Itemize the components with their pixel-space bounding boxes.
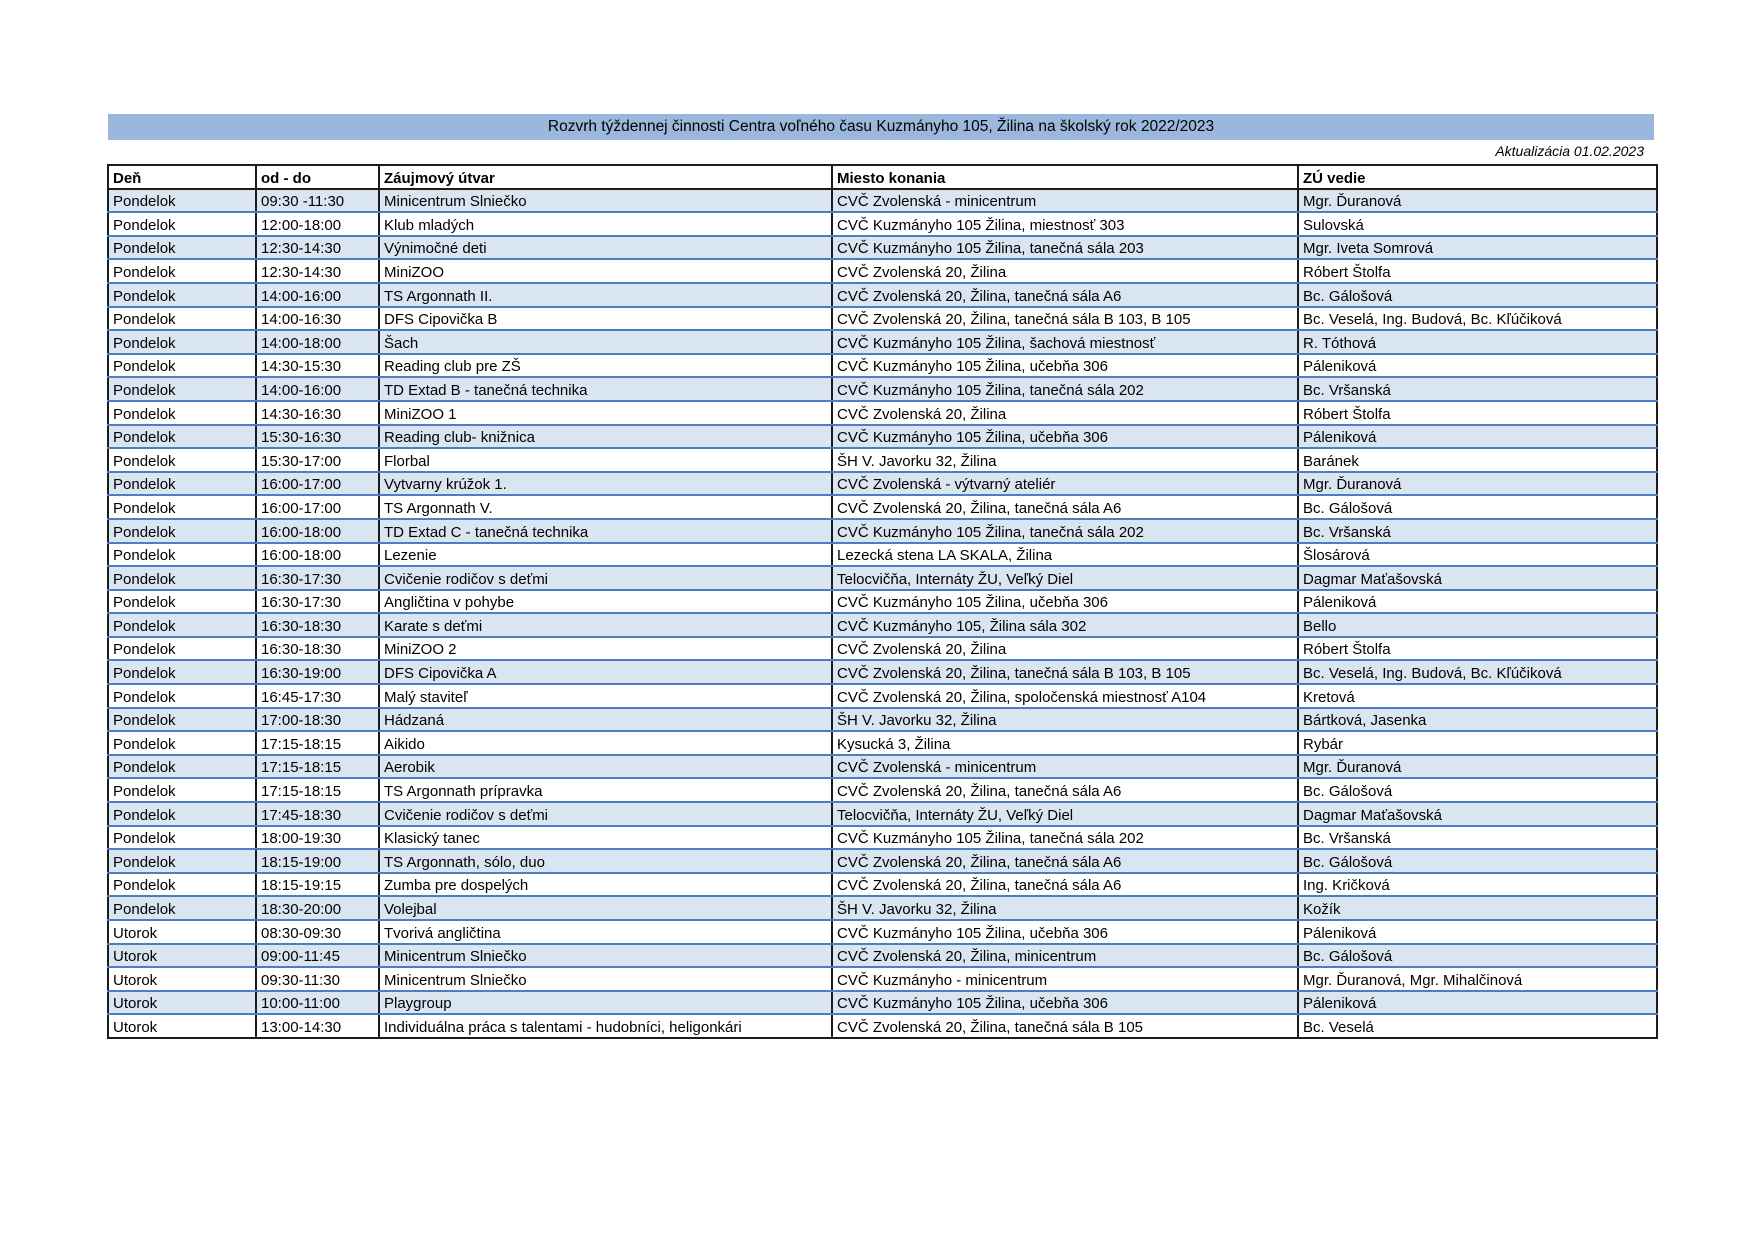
table-row — [108, 731, 1657, 755]
time-cell: 13:00-14:30 — [256, 1014, 379, 1038]
location-cell: CVČ Kuzmányho 105 Žilina, učebňa 306 — [832, 354, 1298, 378]
table-row — [108, 802, 1657, 826]
leader-cell: Bc. Gálošová — [1298, 283, 1657, 307]
day-cell: Pondelok — [108, 330, 256, 354]
table-row — [108, 236, 1657, 260]
day-cell: Pondelok — [108, 377, 256, 401]
day-cell: Pondelok — [108, 802, 256, 826]
time-cell: 08:30-09:30 — [256, 920, 379, 944]
time-cell: 18:00-19:30 — [256, 826, 379, 850]
day-cell: Pondelok — [108, 307, 256, 331]
day-cell: Pondelok — [108, 755, 256, 779]
activity-cell: Zumba pre dospelých — [379, 873, 832, 897]
table-row — [108, 212, 1657, 236]
table-row — [108, 283, 1657, 307]
day-cell: Utorok — [108, 967, 256, 991]
activity-cell: Reading club- knižnica — [379, 425, 832, 449]
leader-cell: Bc. Gálošová — [1298, 778, 1657, 802]
day-cell: Pondelok — [108, 896, 256, 920]
table-row — [108, 472, 1657, 496]
leader-cell: Bello — [1298, 613, 1657, 637]
time-cell: 16:00-17:00 — [256, 495, 379, 519]
table-row — [108, 1014, 1657, 1038]
time-cell: 16:30-17:30 — [256, 590, 379, 614]
activity-cell: DFS Cipovička A — [379, 660, 832, 684]
leader-cell: Kretová — [1298, 684, 1657, 708]
day-cell: Pondelok — [108, 849, 256, 873]
table-row — [108, 967, 1657, 991]
table-row — [108, 307, 1657, 331]
time-cell: 12:30-14:30 — [256, 259, 379, 283]
day-cell: Pondelok — [108, 401, 256, 425]
leader-cell: Bc. Veselá, Ing. Budová, Bc. Kľúčiková — [1298, 307, 1657, 331]
table-row — [108, 519, 1657, 543]
location-cell: CVČ Zvolenská 20, Žilina, tanečná sála B 103, B 105 — [832, 660, 1298, 684]
activity-cell: Tvorivá angličtina — [379, 920, 832, 944]
time-cell: 15:30-17:00 — [256, 448, 379, 472]
table-row — [108, 778, 1657, 802]
time-cell: 09:30 -11:30 — [256, 189, 379, 213]
activity-cell: Cvičenie rodičov s deťmi — [379, 566, 832, 590]
activity-cell: Minicentrum Slniečko — [379, 967, 832, 991]
time-cell: 14:00-16:30 — [256, 307, 379, 331]
activity-cell: Lezenie — [379, 543, 832, 567]
table-row — [108, 896, 1657, 920]
time-cell: 18:30-20:00 — [256, 896, 379, 920]
location-cell: ŠH V. Javorku 32, Žilina — [832, 896, 1298, 920]
table-row — [108, 660, 1657, 684]
table-row — [108, 189, 1657, 213]
location-cell: CVČ Zvolenská - minicentrum — [832, 189, 1298, 213]
table-row — [108, 708, 1657, 732]
day-cell: Pondelok — [108, 778, 256, 802]
day-cell: Pondelok — [108, 448, 256, 472]
activity-cell: Aikido — [379, 731, 832, 755]
time-cell: 16:45-17:30 — [256, 684, 379, 708]
location-cell: CVČ Kuzmányho 105 Žilina, miestnosť 303 — [832, 212, 1298, 236]
day-cell: Pondelok — [108, 873, 256, 897]
location-cell: CVČ Kuzmányho 105 Žilina, učebňa 306 — [832, 991, 1298, 1015]
time-cell: 16:30-19:00 — [256, 660, 379, 684]
table-row — [108, 495, 1657, 519]
leader-cell: Páleniková — [1298, 425, 1657, 449]
column-header-time: od - do — [256, 165, 379, 189]
table-row — [108, 637, 1657, 661]
activity-cell: MiniZOO 2 — [379, 637, 832, 661]
location-cell: CVČ Kuzmányho 105 Žilina, tanečná sála 203 — [832, 236, 1298, 260]
table-row — [108, 826, 1657, 850]
activity-cell: TS Argonnath V. — [379, 495, 832, 519]
table-row — [108, 755, 1657, 779]
activity-cell: TD Extad C - tanečná technika — [379, 519, 832, 543]
time-cell: 12:00-18:00 — [256, 212, 379, 236]
table-row — [108, 944, 1657, 968]
time-cell: 12:30-14:30 — [256, 236, 379, 260]
activity-cell: Výnimočné deti — [379, 236, 832, 260]
table-row — [108, 401, 1657, 425]
leader-cell: Šlosárová — [1298, 543, 1657, 567]
day-cell: Utorok — [108, 1014, 256, 1038]
leader-cell: Mgr. Ďuranová — [1298, 755, 1657, 779]
table-row — [108, 849, 1657, 873]
leader-cell: Páleniková — [1298, 991, 1657, 1015]
table-row — [108, 425, 1657, 449]
leader-cell: Mgr. Iveta Somrová — [1298, 236, 1657, 260]
leader-cell: Páleniková — [1298, 590, 1657, 614]
activity-cell: MiniZOO 1 — [379, 401, 832, 425]
leader-cell: Bártková, Jasenka — [1298, 708, 1657, 732]
activity-cell: Reading club pre ZŠ — [379, 354, 832, 378]
schedule-table — [107, 164, 1658, 1039]
location-cell: CVČ Zvolenská 20, Žilina, tanečná sála A6 — [832, 849, 1298, 873]
time-cell: 17:15-18:15 — [256, 731, 379, 755]
table-row — [108, 448, 1657, 472]
activity-cell: Karate s deťmi — [379, 613, 832, 637]
activity-cell: Volejbal — [379, 896, 832, 920]
document-title: Rozvrh týždennej činnosti Centra voľného času Kuzmányho 105, Žilina na školský rok 2022/2023 — [108, 114, 1654, 140]
leader-cell: Mgr. Ďuranová, Mgr. Mihalčinová — [1298, 967, 1657, 991]
location-cell: CVČ Kuzmányho 105 Žilina, tanečná sála 202 — [832, 377, 1298, 401]
location-cell: CVČ Zvolenská 20, Žilina — [832, 259, 1298, 283]
activity-cell: MiniZOO — [379, 259, 832, 283]
time-cell: 16:30-17:30 — [256, 566, 379, 590]
activity-cell: Minicentrum Slniečko — [379, 189, 832, 213]
leader-cell: Kožík — [1298, 896, 1657, 920]
time-cell: 18:15-19:00 — [256, 849, 379, 873]
location-cell: CVČ Kuzmányho 105 Žilina, tanečná sála 202 — [832, 826, 1298, 850]
activity-cell: DFS Cipovička B — [379, 307, 832, 331]
leader-cell: Róbert Štolfa — [1298, 637, 1657, 661]
leader-cell: Bc. Vršanská — [1298, 377, 1657, 401]
table-row — [108, 543, 1657, 567]
activity-cell: Vytvarny krúžok 1. — [379, 472, 832, 496]
table-row — [108, 684, 1657, 708]
time-cell: 16:00-17:00 — [256, 472, 379, 496]
table-row — [108, 259, 1657, 283]
day-cell: Pondelok — [108, 519, 256, 543]
location-cell: CVČ Kuzmányho 105 Žilina, učebňa 306 — [832, 425, 1298, 449]
column-header-leader: ZÚ vedie — [1298, 165, 1657, 189]
schedule-body — [108, 189, 1657, 1038]
table-row — [108, 330, 1657, 354]
leader-cell: Bc. Vršanská — [1298, 519, 1657, 543]
day-cell: Pondelok — [108, 590, 256, 614]
leader-cell: Páleniková — [1298, 354, 1657, 378]
day-cell: Pondelok — [108, 566, 256, 590]
time-cell: 16:00-18:00 — [256, 543, 379, 567]
activity-cell: Hádzaná — [379, 708, 832, 732]
time-cell: 18:15-19:15 — [256, 873, 379, 897]
location-cell: Lezecká stena LA SKALA, Žilina — [832, 543, 1298, 567]
location-cell: CVČ Zvolenská - minicentrum — [832, 755, 1298, 779]
column-header-location: Miesto konania — [832, 165, 1298, 189]
leader-cell: Bc. Gálošová — [1298, 849, 1657, 873]
day-cell: Pondelok — [108, 660, 256, 684]
day-cell: Pondelok — [108, 236, 256, 260]
leader-cell: Bc. Gálošová — [1298, 944, 1657, 968]
location-cell: CVČ Zvolenská 20, Žilina — [832, 401, 1298, 425]
column-header-activity: Záujmový útvar — [379, 165, 832, 189]
location-cell: CVČ Kuzmányho 105 Žilina, šachová miestnosť — [832, 330, 1298, 354]
location-cell: CVČ Kuzmányho 105 Žilina, učebňa 306 — [832, 590, 1298, 614]
time-cell: 14:30-16:30 — [256, 401, 379, 425]
day-cell: Utorok — [108, 944, 256, 968]
leader-cell: Rybár — [1298, 731, 1657, 755]
activity-cell: Klasický tanec — [379, 826, 832, 850]
location-cell: ŠH V. Javorku 32, Žilina — [832, 448, 1298, 472]
location-cell: CVČ Zvolenská 20, Žilina, tanečná sála B 105 — [832, 1014, 1298, 1038]
leader-cell: Róbert Štolfa — [1298, 259, 1657, 283]
location-cell: CVČ Zvolenská - výtvarný ateliér — [832, 472, 1298, 496]
leader-cell: R. Tóthová — [1298, 330, 1657, 354]
location-cell: CVČ Zvolenská 20, Žilina, tanečná sála A6 — [832, 778, 1298, 802]
day-cell: Utorok — [108, 920, 256, 944]
activity-cell: Šach — [379, 330, 832, 354]
table-row — [108, 991, 1657, 1015]
leader-cell: Bc. Veselá — [1298, 1014, 1657, 1038]
time-cell: 14:00-18:00 — [256, 330, 379, 354]
table-header-row — [108, 165, 1657, 189]
day-cell: Pondelok — [108, 189, 256, 213]
table-row — [108, 613, 1657, 637]
location-cell: CVČ Zvolenská 20, Žilina, tanečná sála A6 — [832, 495, 1298, 519]
time-cell: 16:00-18:00 — [256, 519, 379, 543]
time-cell: 09:00-11:45 — [256, 944, 379, 968]
activity-cell: Angličtina v pohybe — [379, 590, 832, 614]
day-cell: Pondelok — [108, 684, 256, 708]
time-cell: 14:00-16:00 — [256, 377, 379, 401]
time-cell: 14:30-15:30 — [256, 354, 379, 378]
location-cell: CVČ Zvolenská 20, Žilina, tanečná sála A6 — [832, 283, 1298, 307]
location-cell: CVČ Kuzmányho 105 Žilina, učebňa 306 — [832, 920, 1298, 944]
leader-cell: Mgr. Ďuranová — [1298, 472, 1657, 496]
activity-cell: Individuálna práca s talentami - hudobníci, heligonkári — [379, 1014, 832, 1038]
update-date: Aktualizácia 01.02.2023 — [1495, 143, 1644, 159]
leader-cell: Bc. Gálošová — [1298, 495, 1657, 519]
day-cell: Pondelok — [108, 495, 256, 519]
location-cell: CVČ Zvolenská 20, Žilina, minicentrum — [832, 944, 1298, 968]
location-cell: Telocvičňa, Internáty ŽU, Veľký Diel — [832, 802, 1298, 826]
location-cell: CVČ Zvolenská 20, Žilina, spoločenská miestnosť A104 — [832, 684, 1298, 708]
activity-cell: TS Argonnath, sólo, duo — [379, 849, 832, 873]
time-cell: 10:00-11:00 — [256, 991, 379, 1015]
leader-cell: Ing. Kričková — [1298, 873, 1657, 897]
activity-cell: Aerobik — [379, 755, 832, 779]
time-cell: 16:30-18:30 — [256, 637, 379, 661]
location-cell: CVČ Zvolenská 20, Žilina, tanečná sála A6 — [832, 873, 1298, 897]
location-cell: Kysucká 3, Žilina — [832, 731, 1298, 755]
time-cell: 17:15-18:15 — [256, 778, 379, 802]
activity-cell: Minicentrum Slniečko — [379, 944, 832, 968]
table-row — [108, 377, 1657, 401]
day-cell: Pondelok — [108, 613, 256, 637]
day-cell: Pondelok — [108, 472, 256, 496]
day-cell: Pondelok — [108, 212, 256, 236]
day-cell: Utorok — [108, 991, 256, 1015]
leader-cell: Róbert Štolfa — [1298, 401, 1657, 425]
time-cell: 16:30-18:30 — [256, 613, 379, 637]
time-cell: 14:00-16:00 — [256, 283, 379, 307]
leader-cell: Páleniková — [1298, 920, 1657, 944]
leader-cell: Mgr. Ďuranová — [1298, 189, 1657, 213]
activity-cell: TS Argonnath prípravka — [379, 778, 832, 802]
leader-cell: Bc. Vršanská — [1298, 826, 1657, 850]
day-cell: Pondelok — [108, 826, 256, 850]
leader-cell: Dagmar Maťašovská — [1298, 566, 1657, 590]
activity-cell: Florbal — [379, 448, 832, 472]
day-cell: Pondelok — [108, 283, 256, 307]
activity-cell: Klub mladých — [379, 212, 832, 236]
location-cell: CVČ Kuzmányho - minicentrum — [832, 967, 1298, 991]
table-row — [108, 566, 1657, 590]
leader-cell: Dagmar Maťašovská — [1298, 802, 1657, 826]
leader-cell: Sulovská — [1298, 212, 1657, 236]
location-cell: CVČ Zvolenská 20, Žilina — [832, 637, 1298, 661]
activity-cell: Cvičenie rodičov s deťmi — [379, 802, 832, 826]
time-cell: 17:45-18:30 — [256, 802, 379, 826]
activity-cell: Playgroup — [379, 991, 832, 1015]
day-cell: Pondelok — [108, 543, 256, 567]
activity-cell: TD Extad B - tanečná technika — [379, 377, 832, 401]
location-cell: ŠH V. Javorku 32, Žilina — [832, 708, 1298, 732]
location-cell: Telocvičňa, Internáty ŽU, Veľký Diel — [832, 566, 1298, 590]
leader-cell: Bc. Veselá, Ing. Budová, Bc. Kľúčiková — [1298, 660, 1657, 684]
day-cell: Pondelok — [108, 637, 256, 661]
location-cell: CVČ Kuzmányho 105, Žilina sála 302 — [832, 613, 1298, 637]
leader-cell: Baránek — [1298, 448, 1657, 472]
day-cell: Pondelok — [108, 708, 256, 732]
table-row — [108, 920, 1657, 944]
time-cell: 09:30-11:30 — [256, 967, 379, 991]
table-row — [108, 590, 1657, 614]
activity-cell: TS Argonnath II. — [379, 283, 832, 307]
table-row — [108, 354, 1657, 378]
activity-cell: Malý staviteľ — [379, 684, 832, 708]
day-cell: Pondelok — [108, 259, 256, 283]
table-row — [108, 873, 1657, 897]
time-cell: 15:30-16:30 — [256, 425, 379, 449]
day-cell: Pondelok — [108, 354, 256, 378]
time-cell: 17:15-18:15 — [256, 755, 379, 779]
location-cell: CVČ Kuzmányho 105 Žilina, tanečná sála 202 — [832, 519, 1298, 543]
column-header-day: Deň — [108, 165, 256, 189]
time-cell: 17:00-18:30 — [256, 708, 379, 732]
day-cell: Pondelok — [108, 731, 256, 755]
day-cell: Pondelok — [108, 425, 256, 449]
location-cell: CVČ Zvolenská 20, Žilina, tanečná sála B 103, B 105 — [832, 307, 1298, 331]
